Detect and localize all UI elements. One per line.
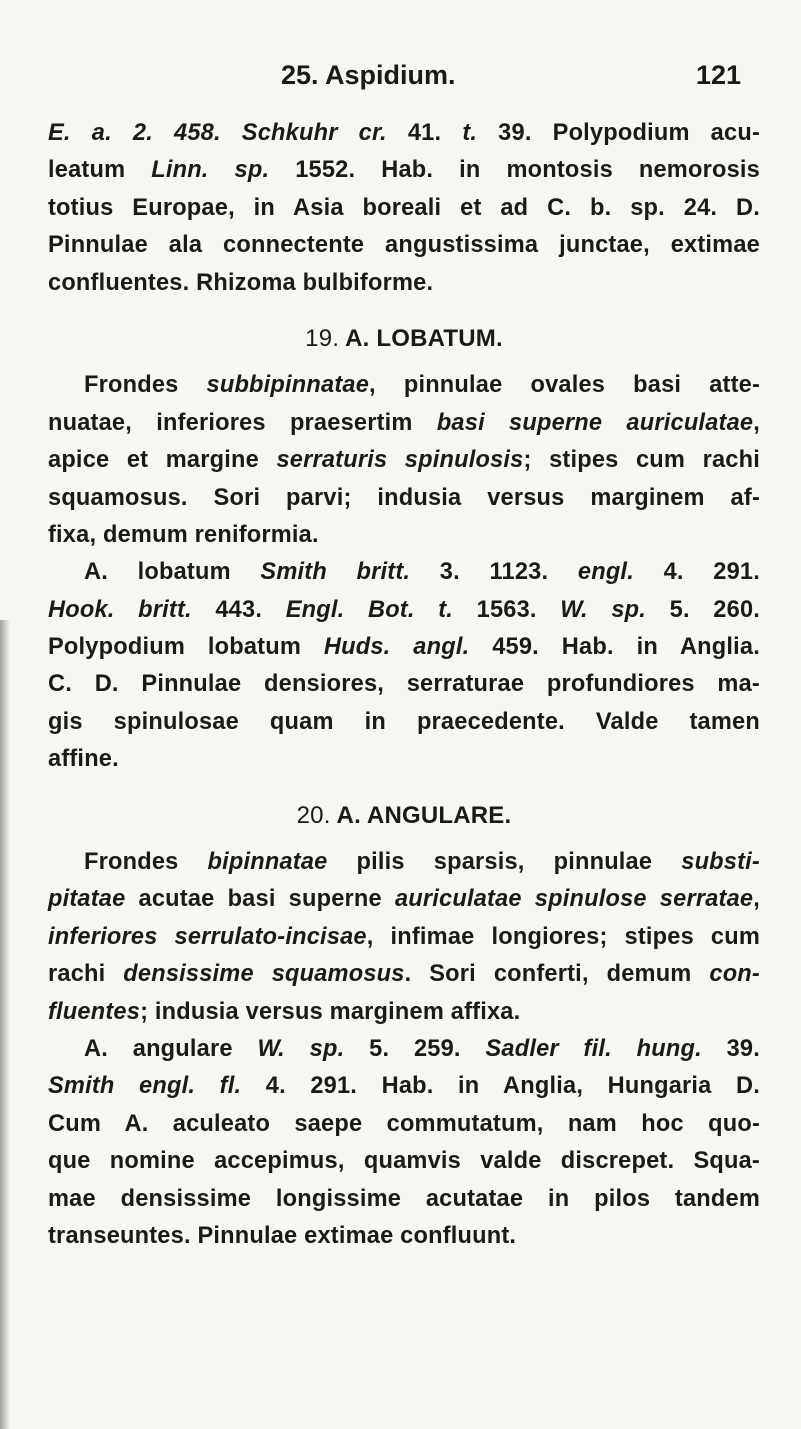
text-run: totius Europae, in Asia boreali et ad C. b. sp. 24. D. (48, 194, 760, 221)
section-heading-20 (48, 797, 760, 834)
text-run: engl. (577, 559, 634, 586)
text-run: Frondes (84, 849, 208, 876)
text-run: inferiores serrulato-incisae (48, 923, 367, 950)
text-line (48, 115, 760, 152)
text-run: densissime squamosus (123, 961, 405, 988)
text-run: 1552. Hab. in montosis nemorosis (269, 157, 760, 184)
text-run: fluentes (48, 998, 141, 1025)
text-run: , (753, 886, 760, 913)
text-run: , pinnulae ovales basi atte- (369, 372, 761, 399)
text-line (48, 919, 760, 956)
text-run: 443. (191, 596, 286, 623)
text-run: substi- (681, 849, 760, 876)
text-line (48, 152, 760, 189)
text-run: basi superne auriculatae (436, 409, 754, 436)
text-run: Smith engl. fl. (48, 1073, 242, 1100)
text-run: fixa, demum reniformia. (48, 521, 319, 548)
text-line (48, 227, 760, 264)
section-number: 19. (305, 324, 340, 352)
text-line (48, 629, 760, 666)
running-head (0, 60, 801, 100)
text-line (48, 881, 760, 918)
section-number: 20. (296, 801, 331, 829)
text-line (48, 1106, 760, 1143)
text-run: Engl. Bot. t. (285, 596, 454, 623)
species-name: A. ANGULARE. (336, 801, 512, 829)
text-line (48, 265, 760, 302)
text-run: Hook. britt. (48, 596, 192, 623)
text-run: Frondes (84, 372, 207, 399)
text-line (48, 190, 760, 227)
text-run: 41. (386, 120, 463, 146)
text-line (48, 1218, 760, 1255)
text-run: transeuntes. Pinnulae extimae confluunt. (48, 1222, 517, 1249)
text-run: C. D. Pinnulae densiores, serraturae profundiores ma- (48, 671, 760, 698)
page-gutter-shadow (0, 620, 10, 1429)
text-run: mae densissime longissime acutatae in pilos tandem (48, 1185, 760, 1212)
text-run: apice et margine (48, 447, 277, 474)
text-run: 3. 1123. (410, 559, 578, 586)
text-line (48, 1031, 760, 1068)
text-run: ; stipes cum rachi (523, 447, 760, 474)
text-run: confluentes. Rhizoma bulbiforme. (48, 269, 434, 296)
text-run: . Sori conferti, demum (404, 961, 710, 988)
text-run: W. sp. (257, 1035, 345, 1062)
section-19-description (48, 367, 760, 554)
text-run: 459. Hab. in Anglia. (469, 634, 760, 661)
text-run: serraturis spinulosis (276, 447, 524, 474)
text-run: pilis sparsis, pinnulae (327, 849, 682, 876)
running-head-title: 25. Aspidium. (281, 60, 456, 90)
text-run: leatum (48, 157, 152, 184)
text-line (48, 741, 760, 778)
text-line (48, 1068, 760, 1105)
text-run: gis spinulosae quam in praecedente. Valde tamen (48, 708, 760, 735)
text-run: Huds. angl. (323, 634, 470, 661)
text-run: rachi (48, 961, 124, 988)
text-run: Cum A. aculeato saepe commutatum, nam hoc quo- (48, 1110, 760, 1137)
section-19-synonyms (48, 554, 760, 778)
text-run: auriculatae spinulose serratae (394, 886, 754, 913)
text-run: acutae basi superne (125, 886, 395, 913)
text-line (48, 666, 760, 703)
text-run: 5. 259. (344, 1035, 486, 1062)
section-20-description (48, 844, 760, 1031)
text-run: A. angulare (84, 1035, 258, 1062)
text-run: subbipinnatae (206, 372, 370, 399)
text-line (48, 1143, 760, 1180)
text-run: Linn. sp. (151, 157, 270, 184)
text-run: , infimae longiores; stipes cum (366, 923, 760, 950)
text-run: bipinnatae (207, 849, 328, 876)
text-run: 1563. (453, 596, 561, 623)
body-text (48, 115, 760, 1255)
text-line (48, 442, 760, 479)
text-run: 39. (701, 1035, 760, 1062)
text-line (48, 480, 760, 517)
species-name: A. LOBATUM. (345, 324, 503, 352)
text-run: 5. 260. (646, 596, 761, 623)
text-line (48, 1181, 760, 1218)
text-line (48, 405, 760, 442)
text-run: pitatae (48, 886, 126, 913)
text-run: Polypodium lobatum (48, 634, 324, 661)
page-number: 121 (696, 60, 742, 90)
section-20-synonyms (48, 1031, 760, 1255)
text-run: affine. (48, 746, 119, 773)
text-run: 4. 291. (633, 559, 760, 586)
text-line (48, 956, 760, 993)
text-run: ; indusia versus marginem affixa. (140, 998, 521, 1025)
text-run: , (753, 409, 760, 436)
text-run: 4. 291. Hab. in Anglia, Hungaria D. (241, 1073, 760, 1100)
text-run: 39. Polypodium acu- (477, 120, 760, 146)
text-run: Pinnulae ala connectente angustissima junctae, extimae (48, 232, 760, 259)
text-run: Sadler fil. hung. (485, 1035, 702, 1062)
text-run: Smith britt. (260, 559, 411, 586)
text-line (48, 554, 760, 591)
text-run: E. a. 2. 458. (48, 120, 242, 146)
text-line (48, 517, 760, 554)
text-run: A. lobatum (84, 559, 261, 586)
text-run: nuatae, inferiores praesertim (48, 409, 437, 436)
text-run: que nomine accepimus, quamvis valde discrepet. Squa- (48, 1148, 760, 1175)
text-run: Schkuhr cr. (241, 120, 387, 146)
paragraph-e (48, 115, 760, 302)
text-line (48, 844, 760, 881)
section-heading-19 (48, 320, 760, 357)
text-line (48, 367, 760, 404)
text-run: t. (462, 120, 478, 146)
text-line (48, 994, 760, 1031)
text-line (48, 704, 760, 741)
text-line (48, 592, 760, 629)
text-run: con- (709, 961, 760, 988)
text-run: W. sp. (560, 596, 647, 623)
text-run: squamosus. Sori parvi; indusia versus marginem af- (48, 484, 760, 511)
